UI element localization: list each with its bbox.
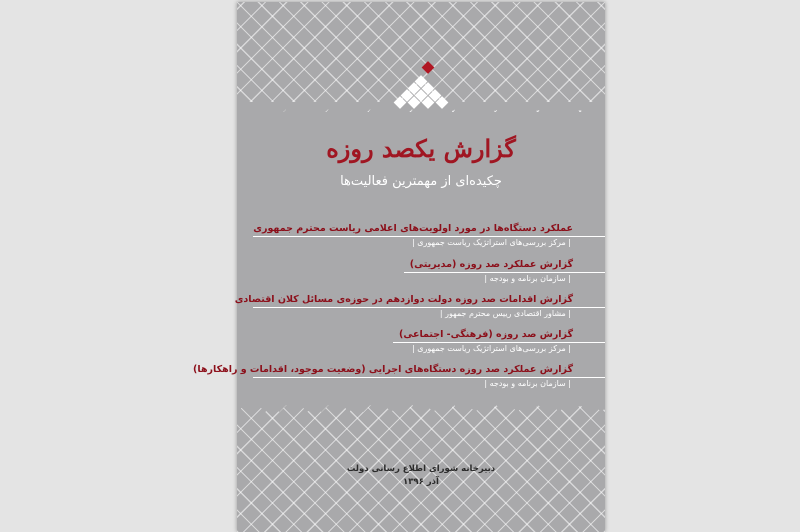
entry-source: | مرکز بررسی‌های استراتژیک ریاست جمهوری | (412, 238, 571, 247)
publisher-name: دبیرخانه شورای اطلاع رسانی دولت (346, 464, 496, 474)
entry-rule (393, 342, 605, 343)
report-title: گزارش یکصد روزه (326, 134, 516, 163)
entry-title: گزارش اقدامات صد روزه دولت دوازدهم در حوزه‌ی مسائل کلان اقتصادی (234, 294, 573, 305)
entry-rule (404, 272, 605, 273)
entry-source: | مشاور اقتصادی رییس محترم جمهور | (439, 309, 571, 318)
report-subtitle: چکیده‌ای از مهمترین فعالیت‌ها (340, 174, 502, 189)
entry-title: گزارش عملکرد صد روزه (مدیریتی) (409, 259, 573, 270)
entry-source: | سازمان برنامه و بودجه | (484, 379, 571, 388)
entry-source: | مرکز بررسی‌های استراتژیک ریاست جمهوری | (412, 344, 571, 353)
entry-source: | سازمان برنامه و بودجه | (484, 274, 571, 283)
bottom-diamond-pattern (237, 392, 605, 532)
entry-rule (253, 377, 605, 378)
report-cover (193, 2, 605, 532)
entry-rule (253, 236, 605, 237)
entry-title: گزارش صد روزه (فرهنگی- اجتماعی) (399, 329, 573, 340)
publication-date: آذر ۱۳۹۶ (403, 477, 439, 487)
entry-title: عملکرد دستگاه‌ها در مورد اولویت‌های اعلامی ریاست محترم جمهوری (253, 223, 573, 234)
entry-title: گزارش عملکرد صد روزه دستگاه‌های اجرایی (وضعیت موجود، اقدامات و راهکارها) (193, 364, 573, 375)
entry-rule (253, 307, 605, 308)
publisher-footer (237, 463, 605, 489)
pyramid-logo-icon (393, 62, 449, 114)
